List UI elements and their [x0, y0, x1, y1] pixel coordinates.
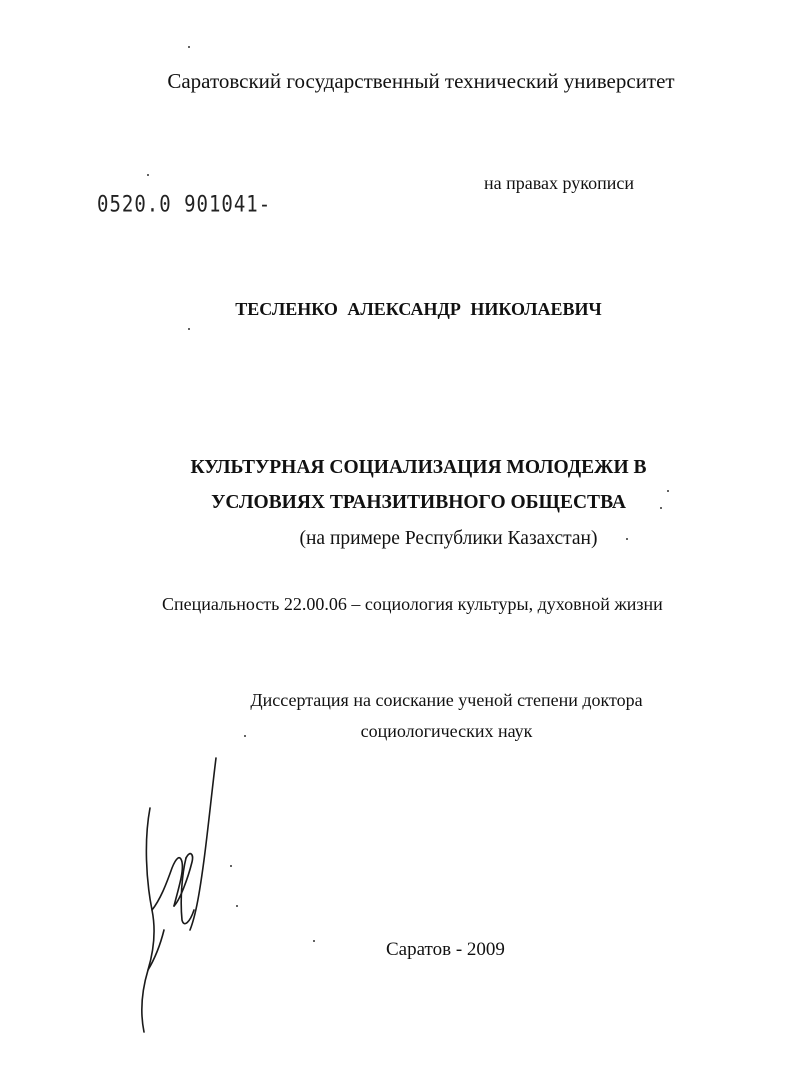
scan-speck [236, 905, 238, 907]
scan-speck [188, 328, 190, 330]
scan-speck [230, 865, 232, 867]
dissertation-title-line-1: КУЛЬТУРНАЯ СОЦИАЛИЗАЦИЯ МОЛОДЕЖИ В [190, 457, 647, 478]
scan-speck [244, 735, 246, 737]
scan-speck [667, 490, 669, 492]
degree-line-1: Диссертация на соискание ученой степени доктора [250, 690, 643, 710]
specialty-line: Специальность 22.00.06 – социология культуры, духовной жизни [162, 594, 663, 614]
scan-speck [188, 46, 190, 48]
author-name: ТЕСЛЕНКО АЛЕКСАНДР НИКОЛАЕВИЧ [235, 299, 602, 319]
registration-code: 0520.0 901041- [97, 192, 272, 218]
rights-note: на правах рукописи [484, 173, 634, 193]
city-year: Саратов - 2009 [386, 939, 505, 960]
dissertation-subtitle: (на примере Республики Казахстан) [299, 528, 598, 549]
scan-speck [147, 174, 149, 176]
university-name: Саратовский государственный технический университет [167, 69, 675, 93]
degree-line-2: социологических наук [360, 721, 533, 741]
handwritten-signature [130, 750, 250, 1040]
scan-speck [660, 507, 662, 509]
dissertation-title-line-2: УСЛОВИЯХ ТРАНЗИТИВНОГО ОБЩЕСТВА [211, 492, 626, 513]
scan-speck [626, 538, 628, 540]
scan-speck [313, 940, 315, 942]
